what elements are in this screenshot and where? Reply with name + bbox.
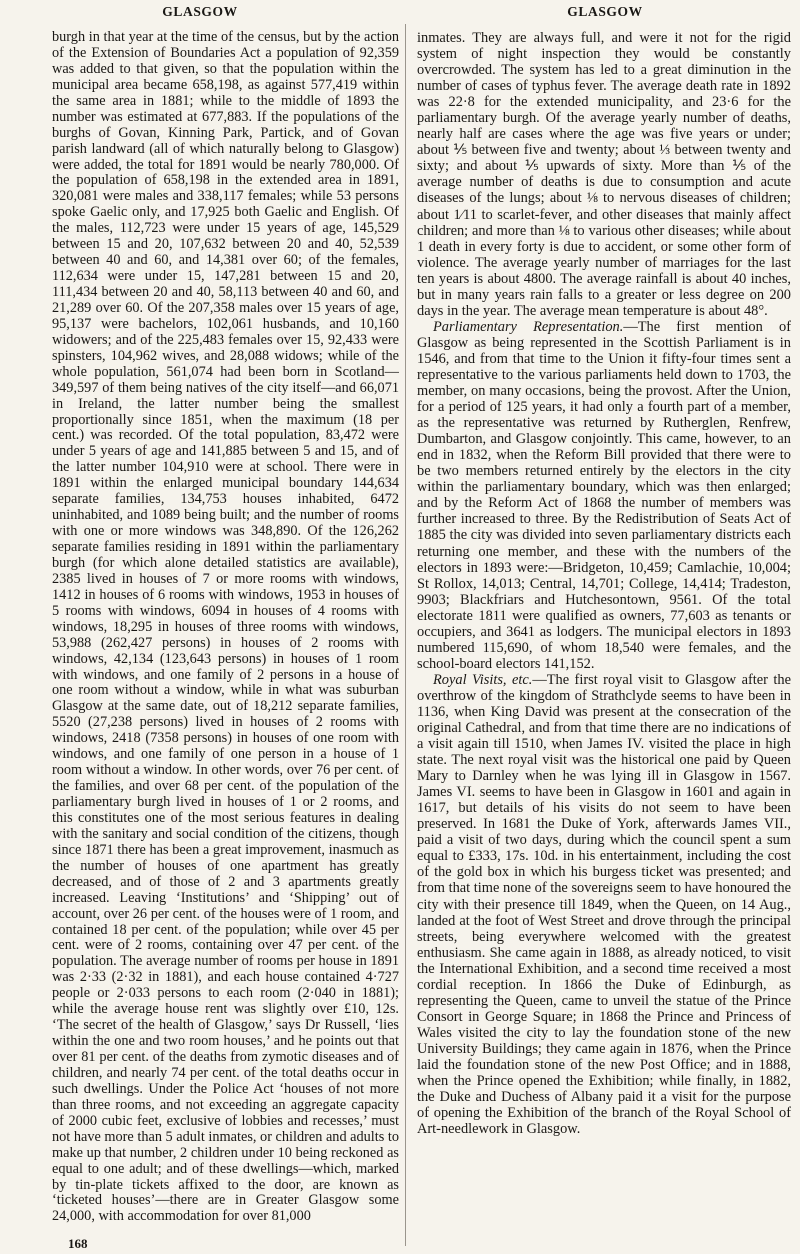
running-head-right: GLASGOW <box>567 4 643 19</box>
running-head-left: GLASGOW <box>162 4 238 19</box>
royal-visits-text: —The first royal visit to Glasgow after the overthrow of the kingdom of Strathclyde seems to have been in 1136, when King David was present at the consecration of the original Cathedral, and from that time there are no indications of a visit again till 1510, when James IV. visited the place in high state. The next royal visit was the historical one paid by Queen Mary to Darnley when he was lying ill in Glasgow in 1567. James VI. seems to have been in Glasgow in 1601 and again in 1617, but details of his visits do not seem to have been preserved. In 1681 the Duke of York, afterwards James VII., paid a visit of two days, during which the council spent a sum equal to £333, 17s. 10d. in his entertainment, including the cost of the gold box in which his burgess ticket was presented; and from that time none of the sovereigns seem to have honoured the city with their presence till 1849, when the Queen, on 14 Aug., landed at the foot of West Street and drove through the principal streets, being everywhere welcomed with the greatest enthusiasm. She came again in 1888, as already noticed, to visit the International Exhibition, and a second time received a most cordial reception. In 1866 the Duke of Edinburgh, as representing the Queen, came to unveil the statue of the Prince Consort in George Square; in 1868 the Prince and Princess of Wales visited the city to lay the foundation stone of the new University Buildings; they came again in 1876, when the Prince laid the foundation stone of the new Post Office; and in 1888, when the Prince opened the Exhibition; while finally, in 1882, the Duke and Duchess of Albany paid it a visit for the purpose of opening the Exhibition of the branch of the Royal School of Art-needlework in Glasgow. <box>417 671 791 1138</box>
royal-visits-paragraph <box>417 672 791 1137</box>
health-paragraph: inmates. They are always full, and were it not for the rigid system of night inspection they would be constantly overcrowded. The system has led to a great diminution in the number of cases of typhus fever. The average death rate in 1892 was 22·8 for the extended municipality, and 23·6 for the parliamentary burgh. Of the average yearly number of deaths, nearly half are cases where the age was five years or under; about ⅕ between five and twenty; about ⅓ between twenty and sixty; and about ⅕ upwards of sixty. More than ⅕ of the average number of deaths is due to consumption and acute diseases of the lungs; about ⅛ to nervous diseases of children; about 1⁄11 to scarlet-fever, and other diseases that mainly affect children; and more than ⅛ to various other diseases; while about 1 death in every forty is due to accident, or some other form of violence. The average yearly number of marriages for the last ten years is about 4800. The average rainfall is about 40 inches, but in many years rain falls to a greater or less degree on 200 days in the year. The average mean temperature is about 48°. <box>417 30 791 319</box>
column-divider <box>405 24 406 1246</box>
parliamentary-representation-text: —The first mention of Glasgow as being represented in the Scottish Parliament is in 1546, and from that time to the Union it fifty-four times sent a representative to the various parliaments held down to 1703, the member, on many occasions, being the provost. After the Union, for a period of 125 years, it had only a fourth part of a member, as the representative was returned by Rutherglen, Renfrew, Dumbarton, and Glasgow conjointly. This came, however, to an end in 1832, when the Reform Bill provided that there were to be two members returned entirely by the electors in the city within the parliamentary boundary, which was then enlarged; and by the Reform Act of 1868 the number of members was further increased to three. By the Redistribution of Seats Act of 1885 the city was divided into seven parliamentary districts each returning one member, and these with the numbers of the electors in 1893 were:—Bridgeton, 10,459; Camlachie, 10,004; St Rollox, 14,013; Central, 14,701; College, 14,414; Tradeston, 9903; Blackfriars and Hutchesontown, 9561. Of the total electorate 1811 were qualified as owners, 77,603 as tenants or occupiers, and 3641 as lodgers. The municipal electors in 1893 numbered 115,690, of whom 18,540 were females, and the school-board electors 141,152. <box>417 318 791 672</box>
parliamentary-representation-heading: Parliamentary Representation. <box>433 318 624 335</box>
parliamentary-representation-paragraph <box>417 319 791 672</box>
right-column <box>417 30 791 1242</box>
left-column <box>52 30 399 1242</box>
royal-visits-heading: Royal Visits, etc. <box>433 671 533 688</box>
page-number: 168 <box>68 1236 88 1251</box>
left-column-paragraph: burgh in that year at the time of the census, but by the action of the Extension of Boundaries Act a population of 92,359 was added to that given, so that the population within the municipal area became 658,198, as against 577,419 within the same area in 1881; while to the middle of 1893 the number was estimated at 677,883. If the populations of the burghs of Govan, Kinning Park, Partick, and of Govan parish landward (all of which naturally belong to Glasgow) were added, the total for 1891 would be nearly 780,000. Of the population of 658,198 in the extended area in 1891, 320,081 were males and 338,117 females; while 53 persons spoke Gaelic only, and 17,925 both Gaelic and English. Of the males, 112,723 were under 15 years of age, 145,529 between 15 and 20, 107,632 between 20 and 40, 52,539 between 40 and 60, and 14,381 over 60; of the females, 112,634 were under 15, 147,281 between 15 and 20, 111,434 between 20 and 40, 58,113 between 40 and 60, and 21,289 over 60. Of the 207,358 males over 15 years of age, 95,137 were bachelors, 102,061 husbands, and 10,160 widowers; and of the 225,483 females over 15, 92,433 were spinsters, 104,962 wives, and 28,088 widows; while of the whole population, 561,074 had been born in Scotland—349,597 of them being natives of the city itself—and 66,071 in Ireland, the latter number being the smallest proportionally since 1851, when the maximum (18 per cent.) was recorded. Of the total population, 83,472 were under 5 years of age and 141,885 between 5 and 15, and of the latter number 104,910 were at school. There were in 1891 within the enlarged municipal boundary 144,634 separate families, 134,753 houses inhabited, 6472 uninhabited, and 1089 being built; and the number of rooms with one or more windows was 348,890. Of the 126,262 separate families residing in 1891 within the parliamentary burgh (for which alone detailed statistics are available), 2385 lived in houses of 7 or more rooms with windows, 1412 in houses of 6 rooms with windows, 1953 in houses of 5 rooms with windows, 6094 in houses of 4 rooms with windows, 18,295 in houses of three rooms with windows, 53,988 (262,427 persons) in houses of 2 rooms with windows, 42,134 (123,643 persons) in houses of 1 room with windows, and one family of 2 persons in a house of one room without a window, while in what was suburban Glasgow at the same date, out of 18,212 separate families, 5520 (27,238 persons) lived in houses of 2 rooms with windows, 2418 (7358 persons) in houses of one room with windows, and one family of one person in a house of 1 room without a window. In other words, over 76 per cent. of the families, and over 68 per cent. of the population of the parliamentary burgh lived in houses of 1 or 2 rooms, and this constitutes one of the most serious features in dealing with the sanitary and social condition of the citizens, though since 1871 there has been a great improvement, inasmuch as the number of houses of one apartment has greatly decreased, and of those of 2 and 3 apartments greatly increased. Leaving ‘Institutions’ and ‘Shipping’ out of account, over 26 per cent. of the houses were of 1 room, and contained 18 per cent. of the population; while over 45 per cent. were of 2 rooms, containing over 47 per cent. of the population. The average number of rooms per house in 1891 was 2·33 (2·32 in 1881), and each house contained 4·727 people or 2·033 persons to each room (2·040 in 1881); while the average house rent was slightly over £10, 12s. ‘The secret of the health of Glasgow,’ says Dr Russell, ‘lies within the one and two room houses,’ and he points out that over 81 per cent. of the deaths from zymotic diseases and of children, and nearly 74 per cent. of the total deaths occur in such dwellings. Under the Police Act ‘houses of not more than three rooms, and not exceeding an aggregate capacity of 2000 cubic feet, exclusive of lobbies and recesses,’ must not have more than 5 adult inmates, or children and adults to make up that number, 2 children under 10 being reckoned as equal to one adult; and of these dwellings—which, marked by tin-plate tickets affixed to the door, are known as ‘ticketed houses’—there are in Greater Glasgow some 24,000, with accommodation for over 81,000 <box>52 30 399 1225</box>
